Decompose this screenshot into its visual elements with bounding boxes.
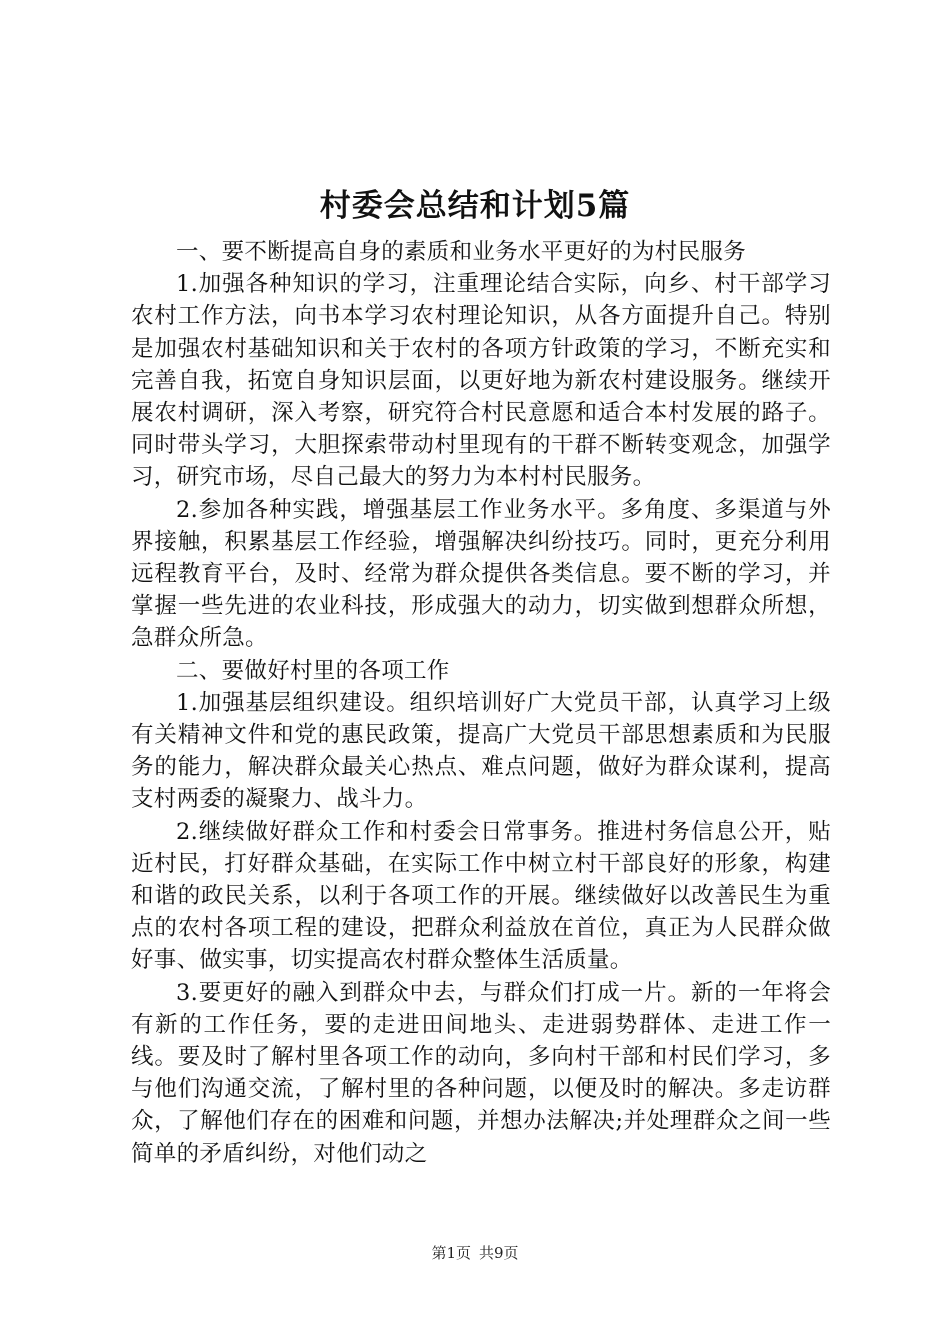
paragraph: 1.加强基层组织建设。组织培训好广大党员干部，认真学习上级有关精神文件和党的惠民政策，提高广大党员干部思想素质和为民服务的能力，解决群众最关心热点、难点问题，做好为群众谋利，提高支村两委的凝聚力、战斗力。 [131, 689, 831, 813]
document-body [131, 236, 831, 1170]
page-footer [0, 1243, 950, 1263]
paragraph: 2.参加各种实践，增强基层工作业务水平。多角度、多渠道与外界接触，积累基层工作经验，增强解决纠纷技巧。同时，更充分利用远程教育平台，及时、经常为群众提供各类信息。要不断的学习，并掌握一些先进的农业科技，形成强大的动力，切实做到想群众所想，急群众所急。 [131, 496, 831, 652]
paragraph: 1.加强各种知识的学习，注重理论结合实际，向乡、村干部学习农村工作方法，向书本学习农村理论知识，从各方面提升自己。特别是加强农村基础知识和关于农村的各项方针政策的学习，不断充实和完善自我，拓宽自身知识层面，以更好地为新农村建设服务。继续开展农村调研，深入考察，研究符合村民意愿和适合本村发展的路子。同时带头学习，大胆探索带动村里现有的干群不断转变观念，加强学习，研究市场，尽自己最大的努力为本村村民服务。 [131, 271, 831, 491]
section-heading: 一、要不断提高自身的素质和业务水平更好的为村民服务 [176, 239, 747, 265]
paragraph: 2.继续做好群众工作和村委会日常事务。推进村务信息公开，贴近村民，打好群众基础，在实际工作中树立村干部良好的形象，构建和谐的政民关系，以利于各项工作的开展。继续做好以改善民生为重点的农村各项工程的建设，把群众利益放在首位，真正为人民群众做好事、做实事，切实提高农村群众整体生活质量。 [131, 818, 831, 974]
section-heading: 二、要做好村里的各项工作 [176, 657, 450, 684]
page-number: 第1页 [431, 1244, 471, 1262]
document-title: 村委会总结和计划5篇 [319, 188, 631, 224]
page-total: 共9页 [479, 1244, 519, 1262]
paragraph: 3.要更好的融入到群众中去，与群众们打成一片。新的一年将会有新的工作任务，要的走进田间地头、走进弱势群体、走进工作一线。要及时了解村里各项工作的动向，多向村干部和村民们学习，多与他们沟通交流，了解村里的各种问题，以便及时的解决。多走访群众，了解他们存在的困难和问题，并想办法解决;并处理群众之间一些简单的矛盾纠纷，对他们动之 [131, 979, 831, 1167]
